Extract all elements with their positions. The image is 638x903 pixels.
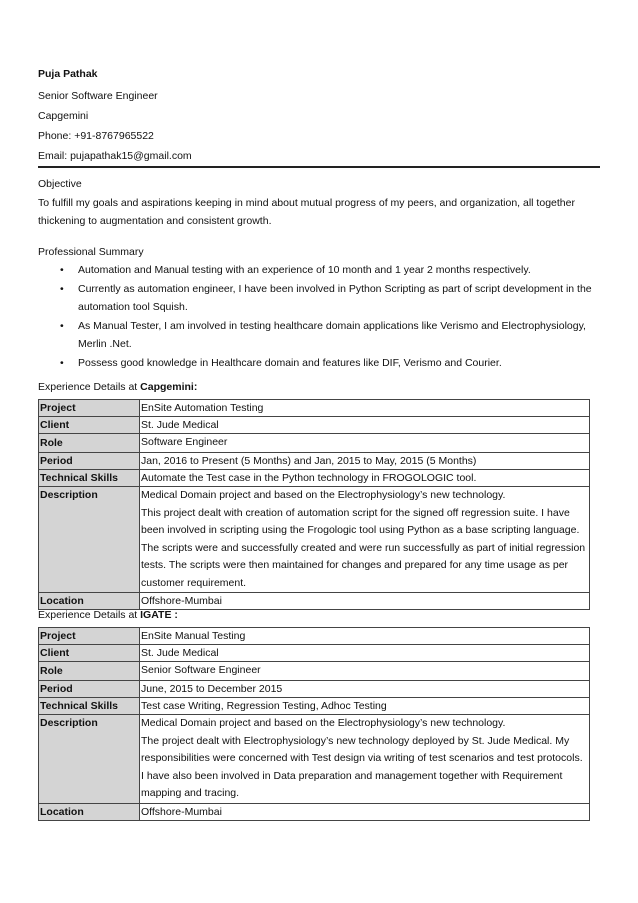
row-value: Offshore-Mumbai — [140, 593, 590, 610]
table-row — [39, 681, 590, 698]
row-label: Client — [39, 417, 140, 434]
row-label: Client — [39, 645, 140, 662]
table-row — [39, 803, 590, 820]
row-label: Description — [39, 487, 140, 593]
list-item — [38, 317, 600, 353]
row-label: Period — [39, 453, 140, 470]
row-label: Role — [39, 434, 140, 453]
row-value: Automate the Test case in the Python technology in FROGOLOGIC tool. — [140, 470, 590, 487]
bullet-icon: • — [60, 320, 64, 332]
table-row — [39, 593, 590, 610]
description-line-2: This project dealt with creation of automation script for the signed off regression suite. I have been involved in scripting using the Frogologic tool using Python as a base scripting language. The scripts were and successfully created and were run successfully as part of initial regression tests. The scripts were then maintained for changes and prepared for any time usage as per customer requirement. — [141, 506, 586, 589]
row-value: Senior Software Engineer — [140, 662, 590, 681]
row-value — [140, 487, 590, 593]
row-value: Software Engineer — [140, 434, 590, 453]
table-row — [39, 645, 590, 662]
current-company: Capgemini — [38, 110, 89, 122]
row-label: Technical Skills — [39, 698, 140, 715]
row-value: Test case Writing, Regression Testing, Adhoc Testing — [140, 698, 590, 715]
list-item — [38, 261, 600, 279]
experience-heading-prefix: Experience Details at — [38, 381, 141, 393]
candidate-name: Puja Pathak — [38, 68, 98, 80]
bullet-icon: • — [60, 264, 64, 276]
row-value: St. Jude Medical — [140, 417, 590, 434]
row-label: Technical Skills — [39, 470, 140, 487]
list-item — [38, 354, 600, 372]
summary-list — [38, 261, 600, 373]
table-row — [39, 470, 590, 487]
row-label: Description — [39, 715, 140, 804]
table-row — [39, 434, 590, 453]
table-row — [39, 628, 590, 645]
phone-number: Phone: +91-8767965522 — [38, 130, 154, 142]
table-row — [39, 715, 590, 804]
row-value: EnSite Automation Testing — [140, 400, 590, 417]
table-row — [39, 698, 590, 715]
experience-company: Capgemini: — [140, 381, 198, 393]
experience-table-igate — [38, 627, 590, 821]
objective-heading: Objective — [38, 178, 82, 190]
row-value: Offshore-Mumbai — [140, 803, 590, 820]
row-value: EnSite Manual Testing — [140, 628, 590, 645]
table-row — [39, 487, 590, 593]
row-label: Period — [39, 681, 140, 698]
experience-heading-prefix: Experience Details at — [38, 609, 141, 621]
experience-heading-capgemini — [38, 381, 197, 393]
table-row — [39, 662, 590, 681]
row-value: June, 2015 to December 2015 — [140, 681, 590, 698]
row-label: Location — [39, 593, 140, 610]
table-row — [39, 417, 590, 434]
row-label: Location — [39, 803, 140, 820]
list-item — [38, 280, 600, 316]
summary-item-text: Possess good knowledge in Healthcare domain and features like DIF, Verismo and Courier. — [78, 357, 502, 369]
summary-heading: Professional Summary — [38, 246, 144, 258]
row-label: Role — [39, 662, 140, 681]
bullet-icon: • — [60, 357, 64, 369]
bullet-icon: • — [60, 283, 64, 295]
description-line-1: Medical Domain project and based on the Electrophysiology’s new technology. — [141, 489, 506, 501]
experience-table-capgemini — [38, 399, 590, 610]
experience-heading-igate — [38, 609, 178, 621]
objective-text: To fulfill my goals and aspirations keeping in mind about mutual progress of my peers, and organization, all together thickening to augmentation and consistent growth. — [38, 197, 575, 227]
row-label: Project — [39, 400, 140, 417]
header-divider — [38, 166, 600, 168]
table-row — [39, 400, 590, 417]
experience-company: IGATE : — [140, 609, 178, 621]
job-title: Senior Software Engineer — [38, 90, 158, 102]
row-label: Project — [39, 628, 140, 645]
row-value — [140, 715, 590, 804]
summary-item-text: Automation and Manual testing with an experience of 10 month and 1 year 2 months respectively. — [78, 264, 531, 276]
summary-item-text: As Manual Tester, I am involved in testing healthcare domain applications like Verismo and Electrophysiology, Merlin .Net. — [78, 320, 586, 350]
summary-item-text: Currently as automation engineer, I have been involved in Python Scripting as part of script development in the automation tool Squish. — [78, 283, 592, 313]
table-row — [39, 453, 590, 470]
description-line-2: The project dealt with Electrophysiology’s new technology deployed by St. Jude Medical. My responsibilities were concerned with Test design via writing of test scenarios and test protocols. I have also been involved in Data preparation and management together with Requirement mapping and tracing. — [141, 734, 583, 799]
row-value: Jan, 2016 to Present (5 Months) and Jan, 2015 to May, 2015 (5 Months) — [140, 453, 590, 470]
email-address[interactable]: Email: pujapathak15@gmail.com — [38, 150, 192, 162]
row-value: St. Jude Medical — [140, 645, 590, 662]
description-line-1: Medical Domain project and based on the Electrophysiology’s new technology. — [141, 717, 506, 729]
